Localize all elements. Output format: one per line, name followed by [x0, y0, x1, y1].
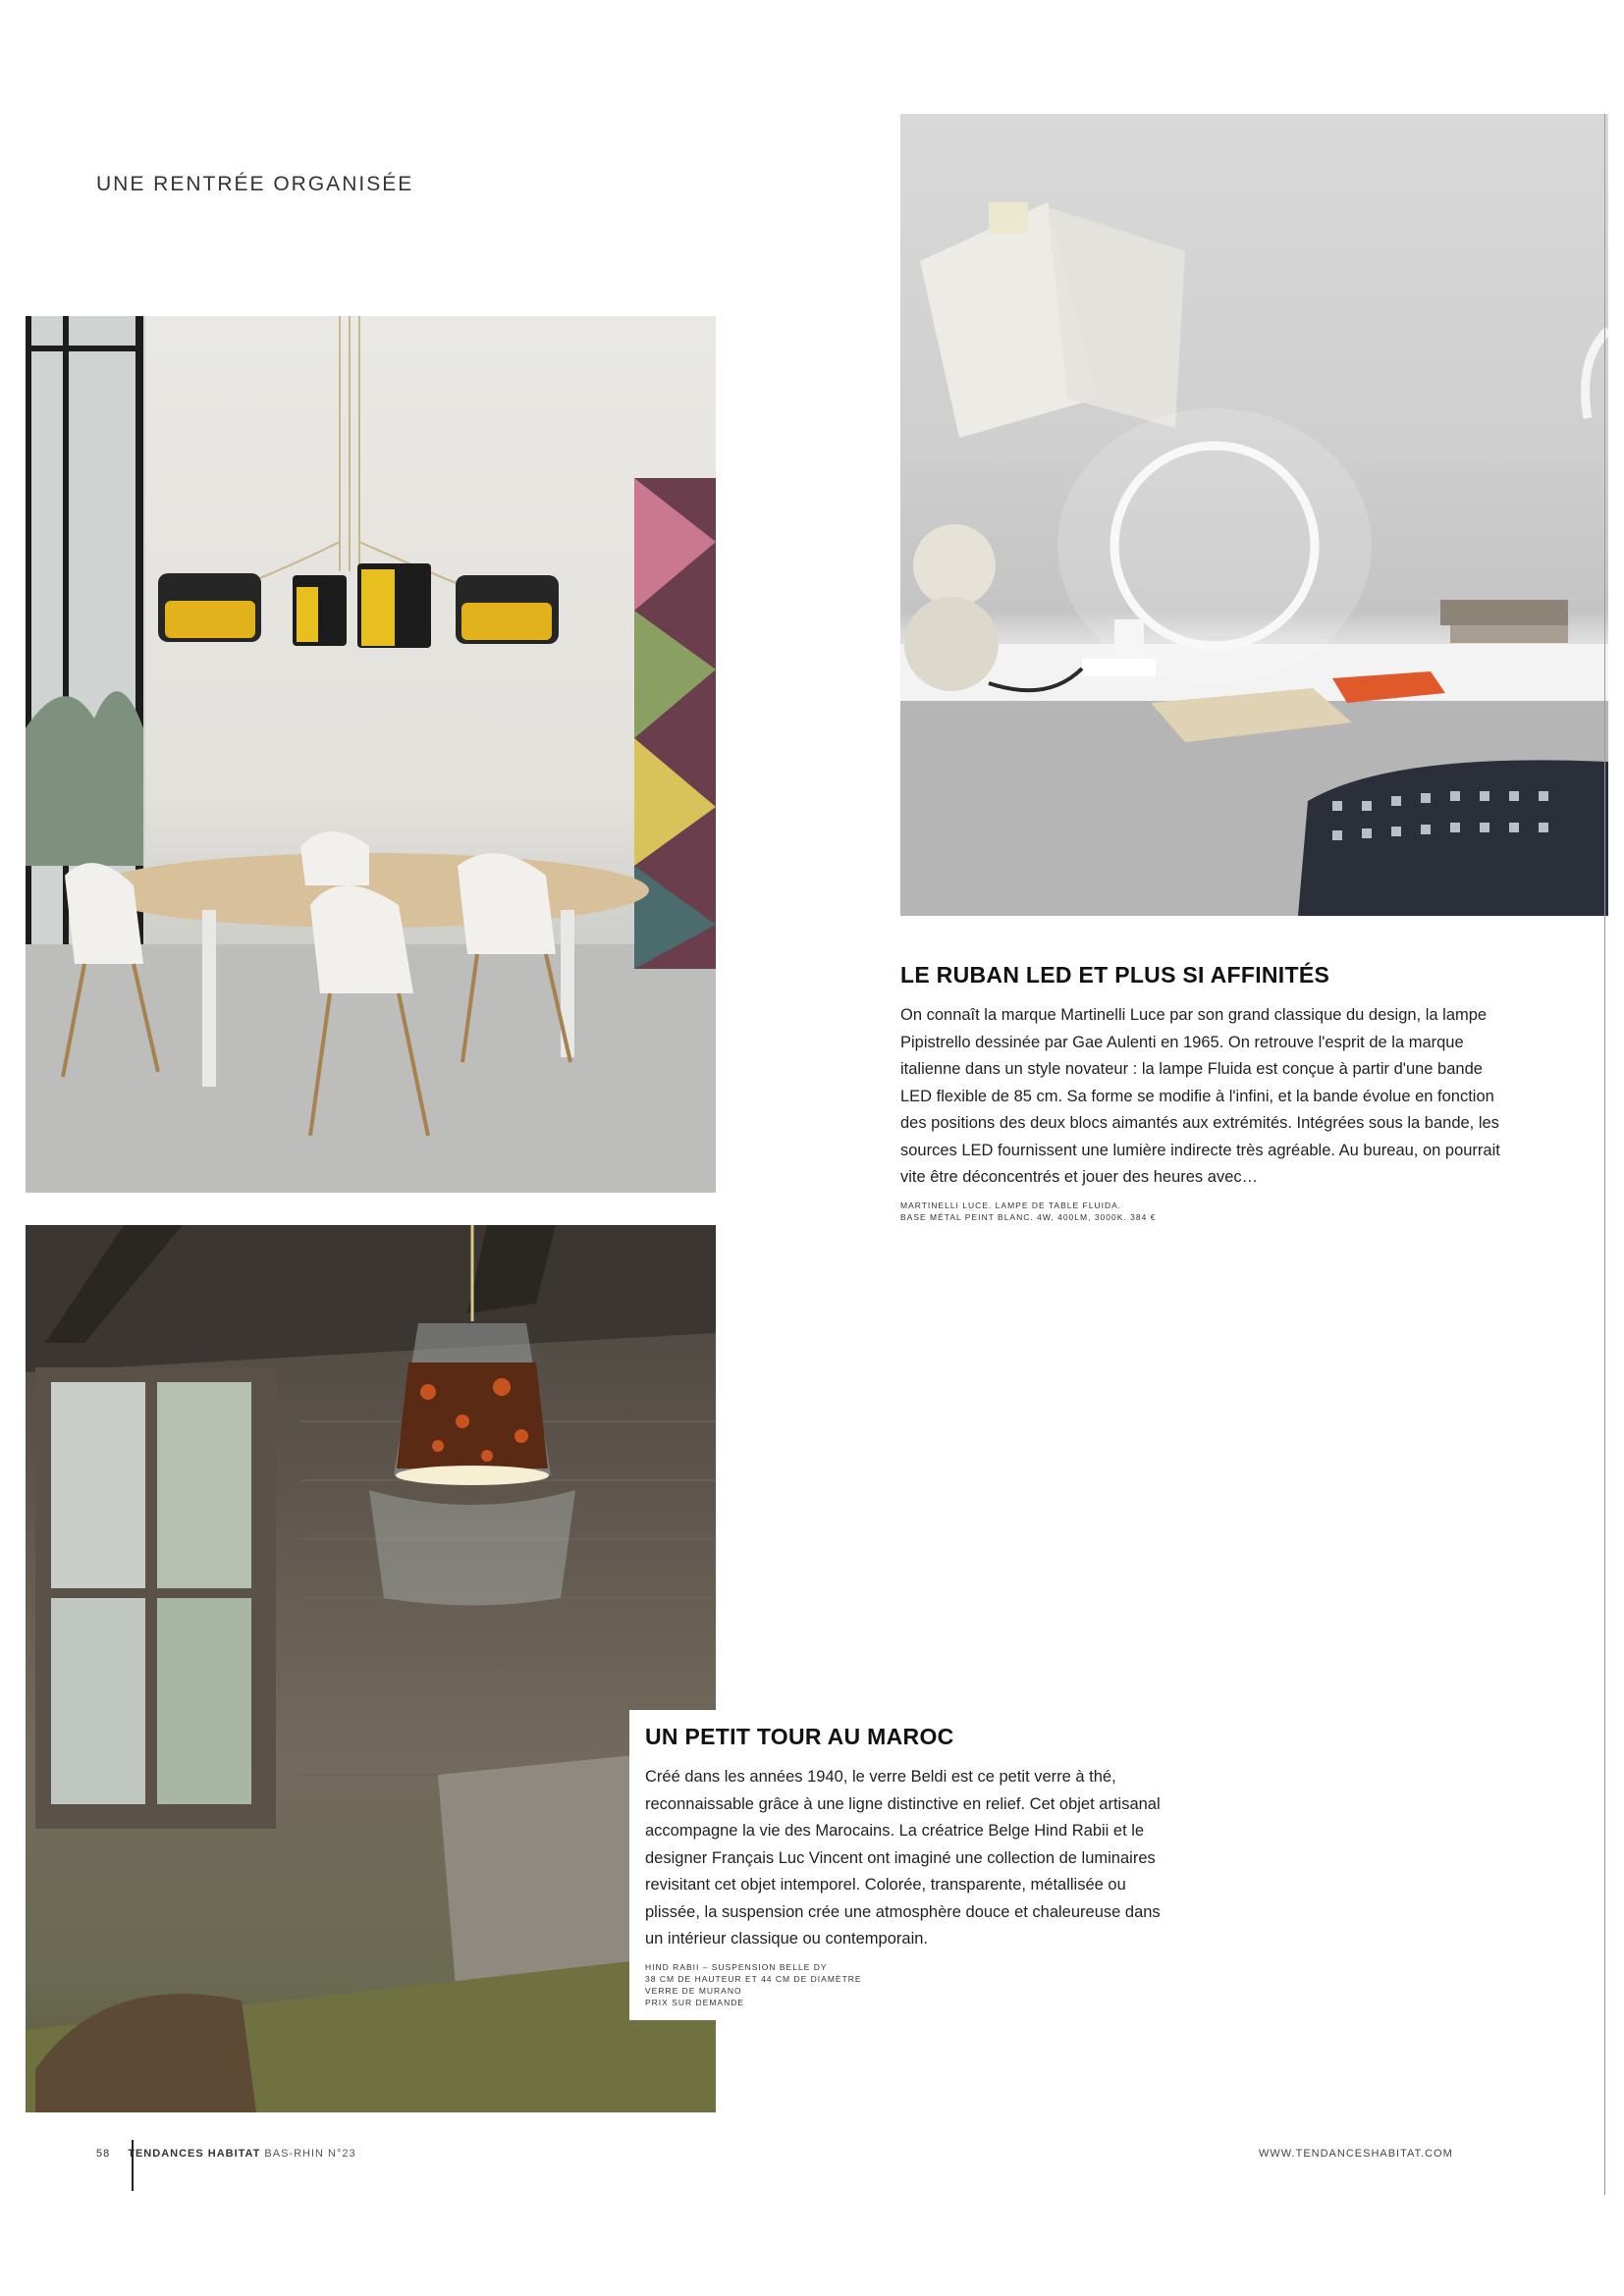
page-edge-line: [1604, 114, 1605, 2195]
section-kicker: UNE RENTRÉE ORGANISÉE: [96, 173, 414, 195]
maroc-illustration: [26, 1225, 716, 2112]
article-body: On connaît la marque Martinelli Luce par son grand classique du design, la lampe Pipistrello dessinée par Gae Aulenti en 1965. On retrouve l'esprit de la marque italienne dans un style novateur : la lampe Fluida est conçue à partir d'une bande LED flexible de 85 cm. Sa forme se modifie à l'infini, et la bande évolue en fonction des positions des deux blocs aimantés aux extrémités. Intégrées sous la bande, les sources LED fournissent une lumière indirecte très agréable. Au bureau, on pourrait vite être déconcentrés et jouer des heures avec…: [900, 1006, 1500, 1186]
article-body: Créé dans les années 1940, le verre Beldi est ce petit verre à thé, reconnaissable grâce à une ligne distinctive en relief. Cet objet artisanal accompagne la vie des Marocains. La créatrice Belge Hind Rabii et le designer Français Luc Vincent ont imaginé une collection de luminaires revisitant cet objet intemporel. Colorée, transparente, métallisée ou plissée, la suspension crée une atmosphère douce et chaleureuse dans un intérieur classique ou contemporain.: [645, 1768, 1161, 1948]
photo-desk-led-lamp: [900, 114, 1608, 916]
article-title: LE RUBAN LED ET PLUS SI AFFINITÉS: [900, 962, 1330, 988]
credit-line: 38 CM DE HAUTEUR ET 44 CM DE DIAMÈTRE: [645, 1973, 862, 1984]
credit-line: MARTINELLI LUCE. LAMPE DE TABLE FLUIDA.: [900, 1200, 1122, 1210]
credit-line: PRIX SUR DEMANDE: [645, 1997, 745, 2007]
photo-maroc-pendant: [26, 1225, 716, 2112]
credit-line: VERRE DE MURANO: [645, 1985, 742, 1996]
credit-line: BASE MÉTAL PEINT BLANC. 4W, 400LM, 3000K. 384 €: [900, 1211, 1157, 1222]
product-credits: [645, 1961, 1175, 2008]
article-title: UN PETIT TOUR AU MAROC: [645, 1724, 954, 1749]
page-number: 58: [96, 2148, 111, 2160]
magazine-edition: BAS-RHIN N°23: [264, 2148, 356, 2160]
magazine-brand: TENDANCES HABITAT: [128, 2148, 261, 2160]
product-credits: [900, 1200, 1501, 1223]
website-url: WWW.TENDANCESHABITAT.COM: [1259, 2148, 1453, 2160]
credit-line: HIND RABII – SUSPENSION BELLE DY: [645, 1961, 828, 1972]
article-led-ribbon: [900, 962, 1501, 1223]
dining-room-illustration: [26, 316, 716, 1193]
pendant-shades: [158, 563, 559, 648]
photo-dining-room: [26, 316, 716, 1193]
desk-illustration: [900, 114, 1608, 916]
article-maroc: [629, 1710, 1191, 2020]
footer-folio: [96, 2148, 356, 2160]
